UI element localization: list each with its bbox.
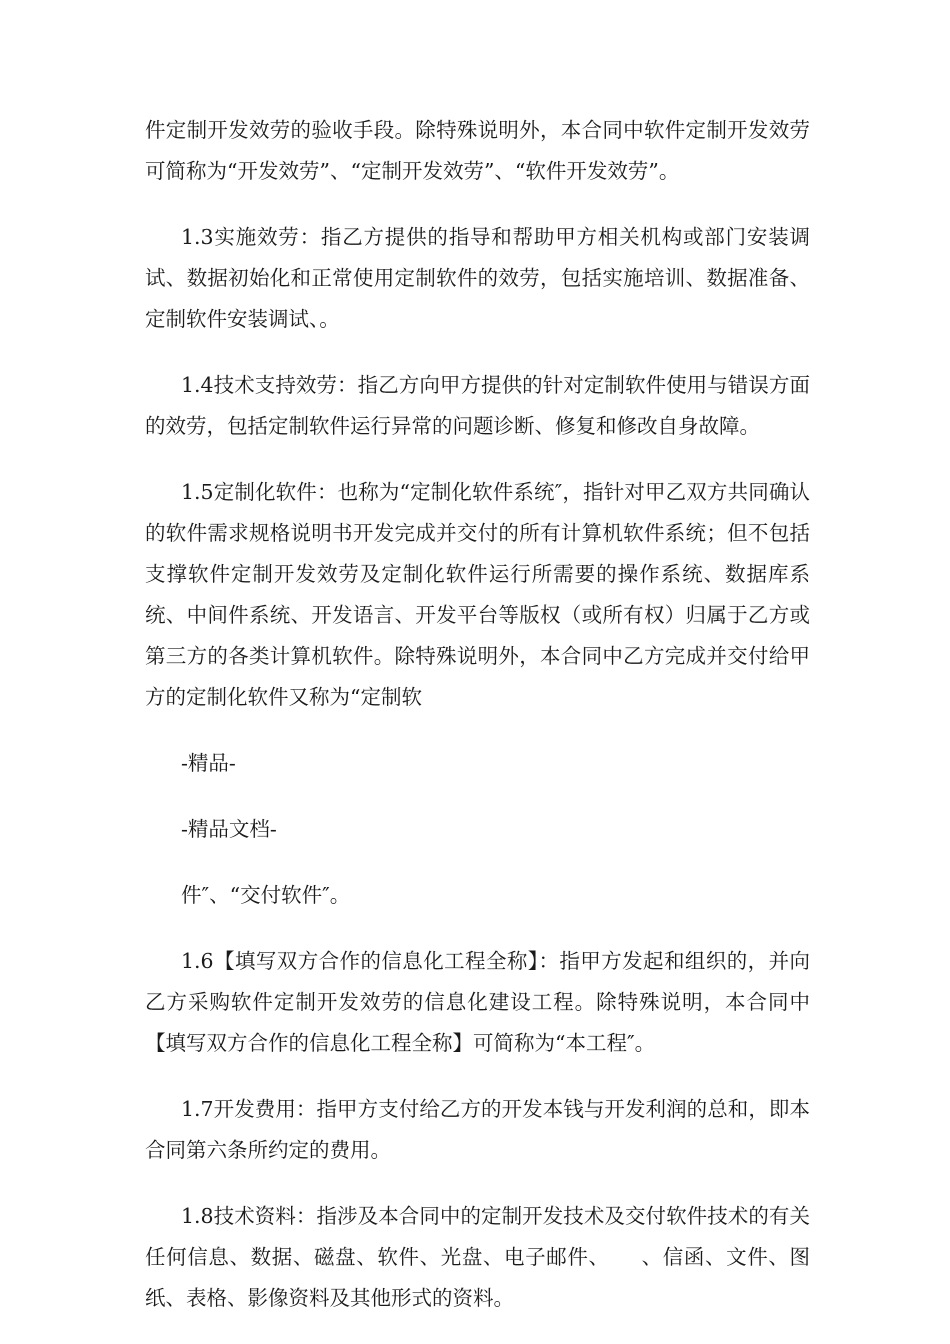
paragraph-1-8: 1.8技术资料：指涉及本合同中的定制开发技术及交付软件技术的有关任何信息、数据、磁盘、软件、光盘、电子邮件、 、信函、文件、图纸、表格、影像资料及其他形式的资料。 [145, 1204, 810, 1310]
paragraph-continuation: 件定制开发效劳的验收手段。除特殊说明外，本合同中软件定制开发效劳可简称为“开发效劳”、“定制开发效劳”、“软件开发效劳”。 [145, 118, 810, 183]
page-marker-jingpin-wendang: -精品文档- [181, 817, 277, 841]
page-marker-jingpin: -精品- [181, 751, 236, 775]
paragraph-1-5: 1.5定制化软件：也称为“定制化软件系统″，指针对甲乙双方共同确认的软件需求规格说明书开发完成并交付的所有计算机软件系统；但不包括支撑软件定制开发效劳及定制化软件运行所需要的操作系统、数据库系统、中间件系统、开发语言、开发平台等版权（或所有权）归属于乙方或第三方的各类计算机软件。除特殊说明外，本合同中乙方完成并交付给甲方的定制化软件又称为“定制软 [145, 480, 810, 709]
paragraph-1-3: 1.3实施效劳：指乙方提供的指导和帮助甲方相关机构或部门安装调试、数据初始化和正常使用定制软件的效劳，包括实施培训、数据准备、定制软件安装调试、。 [145, 225, 810, 331]
paragraph-1-6: 1.6【填写双方合作的信息化工程全称】：指甲方发起和组织的，并向乙方采购软件定制开发效劳的信息化建设工程。除特殊说明，本合同中【填写双方合作的信息化工程全称】可简称为“本工程″。 [145, 949, 810, 1055]
paragraph-1-7: 1.7开发费用：指甲方支付给乙方的开发本钱与开发利润的总和，即本合同第六条所约定的费用。 [145, 1097, 810, 1162]
paragraph-1-4: 1.4技术支持效劳：指乙方向甲方提供的针对定制软件使用与错误方面的效劳，包括定制软件运行异常的问题诊断、修复和修改自身故障。 [145, 373, 810, 438]
paragraph-1-5-continued: 件″、“交付软件″。 [181, 883, 351, 907]
document-body [145, 110, 810, 1344]
